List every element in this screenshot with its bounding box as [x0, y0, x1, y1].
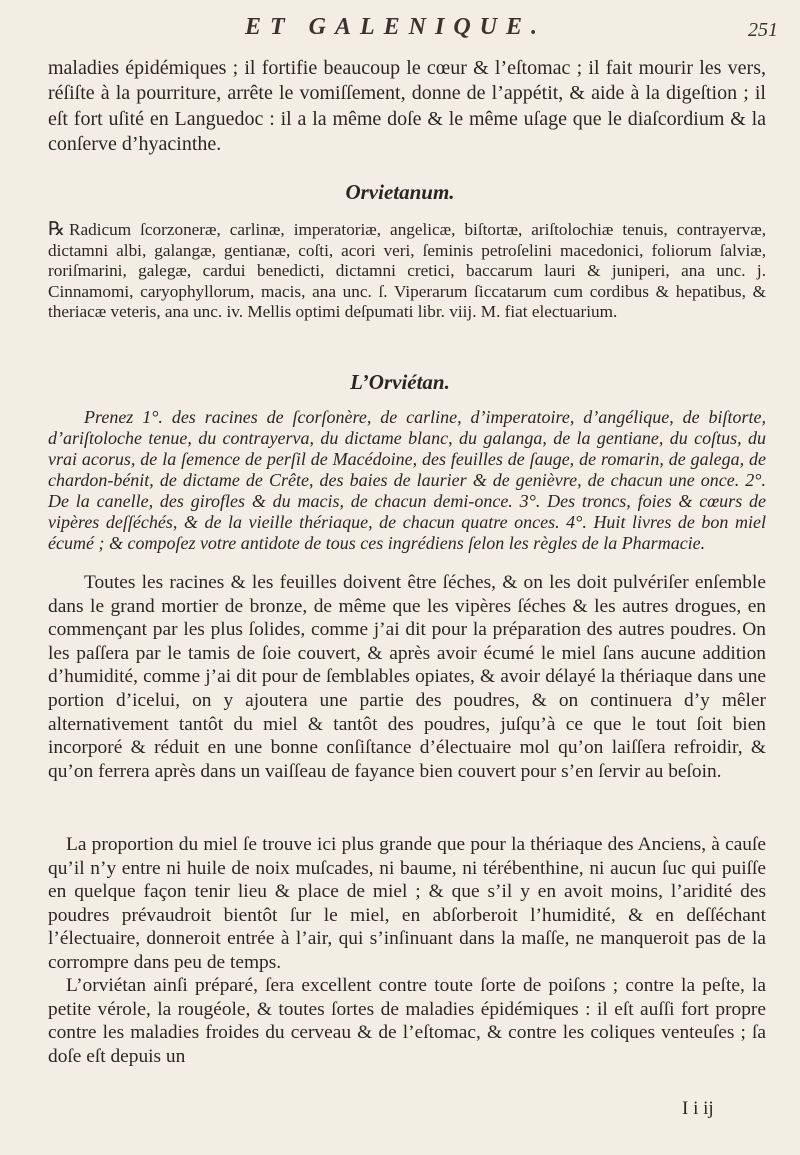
- latin-heading: Orvietanum.: [345, 180, 455, 204]
- page-number: 251: [748, 19, 778, 41]
- latin-recipe-text: Radicum ſcorzoneræ, carlinæ, imperatoriæ, angelicæ, biſtortæ, ariſtolochiæ tenuis, contrayervæ, dictamni albi, galangæ, gentianæ, coſti, acori veri, ſeminis petroſelini macedonici, foliorum ſalviæ, roriſmarini, galegæ, cardui benedicti, dictamni cretici, baccarum lauri & juniperi, ana unc. j. Cinnamomi, caryophyllorum, macis, ana unc. ſ. Viperarum ſiccatarum cum cordibus & hepatibus, & theriacæ veteris, ana unc. iv. Mellis optimi deſpumati libr. viij. M. fiat electuarium.: [48, 220, 766, 322]
- body-paragraph-proportion: La proportion du miel ſe trouve ici plus grande que pour la thériaque des Anciens, à cauſe qu’il n’y entre ni huile de noix muſcades, ni baume, ni térébenthine, ni aucun ſuc qui puiſſe en quelque façon tenir lieu & place de miel ; & que s’il y en avoit moins, l’aridité des poudres prévaudroit bientôt ſur le miel, en abſorberoit l’humidité, & en deſſéchant l’électuaire, donneroit entrée à l’air, qui s’inſinuant dans la maſſe, ne manqueroit pas de la corrompre dans peu de temps.: [48, 834, 766, 973]
- body-paragraph-usage: L’orviétan ainſi préparé, ſera excellent contre toute ſorte de poiſons ; contre la peſte, la petite vérole, la rougéole, & toutes ſortes de maladies épidémiques : il eſt auſſi fort propre contre les maladies froides du cerveau & de l’eſtomac, & contre les coliques venteuſes ; ſa doſe eſt depuis un: [48, 975, 766, 1067]
- french-heading: L’Orviétan.: [350, 370, 450, 394]
- signature-mark: I i ij: [682, 1098, 714, 1119]
- latin-recipe: [48, 220, 766, 323]
- recipe-symbol: ℞: [48, 219, 66, 240]
- french-recipe: Prenez 1°. des racines de ſcorſonère, de carline, d’imperatoire, d’angélique, de biſtorte, d’ariſtoloche tenue, du contrayerva, du dictame blanc, du galanga, de la gentiane, du coſtus, du vrai acorus, de la ſemence de perſil de Macédoine, des feuilles de ſauge, de romarin, de galega, de chardon-bénit, de dictame de Crête, des baies de laurier & de genièvre, de chacun une once. 2°. De la canelle, des girofles & du macis, de chacun demi-once. 3°. Des troncs, foies & cœurs de vipères deſſéchés, & de la vieille thériaque, de chacun quatre onces. 4°. Huit livres de bon miel écumé ; & compoſez votre antidote de tous ces ingrédiens ſelon les règles de la Pharmacie.: [48, 407, 766, 553]
- running-head-title: ET GALENIQUE.: [245, 14, 547, 40]
- body-paragraph-preparation: Toutes les racines & les feuilles doivent être ſéches, & on les doit pulvériſer enſemble dans le grand mortier de bronze, de même que les vipères ſéches & les autres drogues, en commençant par les plus ſolides, comme j’ai dit pour la préparation des autres poudres. On les paſſera par le tamis de ſoie couvert, & après avoir écumé le miel ſans aucune addition d’humidité, comme j’ai dit pour de ſemblables opiates, & avoir délayé la thériaque dans une portion d’icelui, on y ajoutera une partie des poudres, & on continuera d’y mêler alternativement tantôt du miel & tantôt des poudres, juſqu’à ce que le tout ſoit bien incorporé & réduit en une bonne conſiſtance d’électuaire mol qu’on laiſſera refroidir, & qu’on ferrera après dans un vaiſſeau de fayance bien couvert pour s’en ſervir au beſoin.: [48, 572, 766, 782]
- running-head: [0, 14, 800, 44]
- lead-paragraph: maladies épidémiques ; il fortifie beaucoup le cœur & l’eſtomac ; il fait mourir les vers, réſiſte à la pourriture, arrête le vomiſſement, donne de l’appétit, & aide à la digeſtion ; il eſt fort uſité en Languedoc : il a la même doſe & le même uſage que le diaſcordium & la conſerve d’hyacinthe.: [48, 57, 766, 156]
